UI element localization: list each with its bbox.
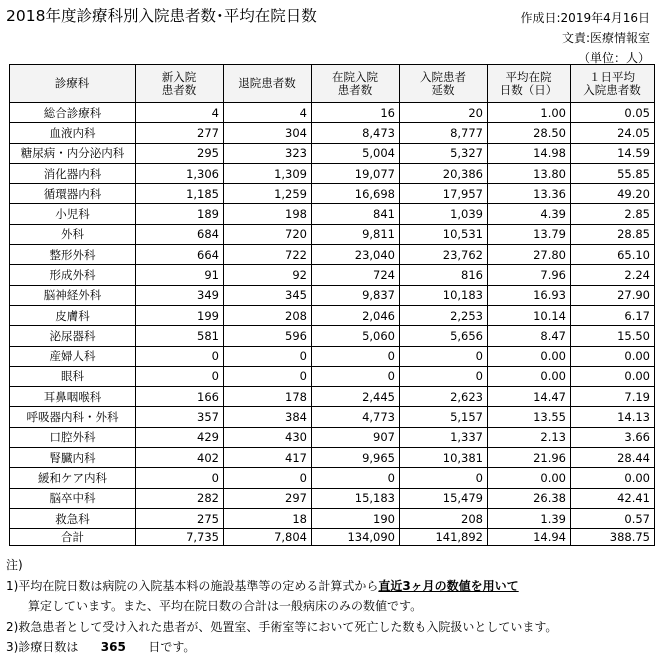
cell-avg-stay: 21.96 — [488, 448, 571, 468]
cell-inpatients: 19,077 — [312, 163, 400, 183]
cell-dept: 産婦人科 — [10, 346, 136, 366]
cell-dept: 救急科 — [10, 508, 136, 528]
cell-daily-avg: 3.66 — [571, 427, 655, 447]
table-row — [10, 387, 655, 407]
table-row — [10, 366, 655, 386]
cell-daily-avg: 2.85 — [571, 204, 655, 224]
cell-discharged: 297 — [224, 488, 312, 508]
cell-inpatients: 907 — [312, 427, 400, 447]
cell-dept: 口腔外科 — [10, 427, 136, 447]
cell-avg-stay: 4.39 — [488, 204, 571, 224]
cell-discharged: 384 — [224, 407, 312, 427]
cell-dept: 脳卒中科 — [10, 488, 136, 508]
note-2: 2)救急患者として受け入れた患者が、処置室、手術室等において死亡した数も入院扱いとしています。 — [6, 619, 558, 634]
cell-discharged: 178 — [224, 387, 312, 407]
cell-avg-stay: 0.00 — [488, 366, 571, 386]
cell-new: 349 — [136, 285, 224, 305]
table-row — [10, 204, 655, 224]
cell-dept: 形成外科 — [10, 265, 136, 285]
cell-total-days: 5,656 — [400, 326, 488, 346]
cell-daily-avg: 28.85 — [571, 224, 655, 244]
cell-avg-stay: 13.36 — [488, 184, 571, 204]
cell-new: 0 — [136, 468, 224, 488]
cell-discharged: 345 — [224, 285, 312, 305]
cell-dept: 腎臓内科 — [10, 448, 136, 468]
cell-discharged: 0 — [224, 366, 312, 386]
cell-discharged: 0 — [224, 346, 312, 366]
table-row — [10, 488, 655, 508]
notes-heading: 注) — [6, 558, 23, 572]
cell-total-days: 816 — [400, 265, 488, 285]
cell-total-days: 208 — [400, 508, 488, 528]
cell-daily-avg: 15.50 — [571, 326, 655, 346]
cell-inpatients: 841 — [312, 204, 400, 224]
cell-discharged: 198 — [224, 204, 312, 224]
cell-dept: 総合診療科 — [10, 103, 136, 123]
table-row — [10, 123, 655, 143]
cell-new: 166 — [136, 387, 224, 407]
cell-total-days: 10,183 — [400, 285, 488, 305]
cell-new: 402 — [136, 448, 224, 468]
note-3 — [6, 637, 557, 658]
cell-total-days: 5,327 — [400, 143, 488, 163]
header-row — [10, 65, 655, 103]
cell-daily-avg: 0.57 — [571, 508, 655, 528]
cell-total-days: 0 — [400, 366, 488, 386]
cell-new: 664 — [136, 245, 224, 265]
cell-avg-stay: 14.47 — [488, 387, 571, 407]
cell-avg-stay: 27.80 — [488, 245, 571, 265]
table-row — [10, 305, 655, 325]
total-dept: 合計 — [10, 529, 136, 546]
cell-daily-avg: 27.90 — [571, 285, 655, 305]
cell-inpatients: 9,965 — [312, 448, 400, 468]
total-total-days: 141,892 — [400, 529, 488, 546]
cell-dept: 緩和ケア内科 — [10, 468, 136, 488]
cell-daily-avg: 65.10 — [571, 245, 655, 265]
table-row — [10, 468, 655, 488]
table-row — [10, 224, 655, 244]
unit-label: （単位：人） — [577, 51, 650, 65]
cell-avg-stay: 0.00 — [488, 346, 571, 366]
col-header-inpatients: 在院入院 患者数 — [312, 65, 400, 103]
cell-dept: 眼科 — [10, 366, 136, 386]
cell-total-days: 0 — [400, 346, 488, 366]
cell-dept: 小児科 — [10, 204, 136, 224]
note-1-continued: 算定しています。また、平均在院日数の合計は一般病床のみの数値です。 — [28, 599, 423, 613]
table-row — [10, 103, 655, 123]
cell-inpatients: 724 — [312, 265, 400, 285]
cell-avg-stay: 13.80 — [488, 163, 571, 183]
cell-avg-stay: 7.96 — [488, 265, 571, 285]
cell-new: 684 — [136, 224, 224, 244]
table-row — [10, 143, 655, 163]
cell-total-days: 15,479 — [400, 488, 488, 508]
cell-daily-avg: 0.00 — [571, 346, 655, 366]
cell-discharged: 430 — [224, 427, 312, 447]
cell-avg-stay: 2.13 — [488, 427, 571, 447]
note-1 — [6, 576, 557, 597]
cell-total-days: 20 — [400, 103, 488, 123]
cell-new: 295 — [136, 143, 224, 163]
cell-inpatients: 2,046 — [312, 305, 400, 325]
cell-new: 0 — [136, 346, 224, 366]
cell-daily-avg: 55.85 — [571, 163, 655, 183]
cell-total-days: 23,762 — [400, 245, 488, 265]
cell-inpatients: 9,811 — [312, 224, 400, 244]
table-row — [10, 326, 655, 346]
col-header-dept: 診療科 — [10, 65, 136, 103]
table-row — [10, 407, 655, 427]
col-header-new: 新入院 患者数 — [136, 65, 224, 103]
cell-daily-avg: 42.41 — [571, 488, 655, 508]
col-header-avg-stay: 平均在院 日数（日） — [488, 65, 571, 103]
cell-dept: 呼吸器内科・外科 — [10, 407, 136, 427]
col-header-discharged: 退院患者数 — [224, 65, 312, 103]
cell-inpatients: 23,040 — [312, 245, 400, 265]
cell-new: 199 — [136, 305, 224, 325]
cell-discharged: 720 — [224, 224, 312, 244]
cell-dept: 脳神経外科 — [10, 285, 136, 305]
cell-inpatients: 0 — [312, 346, 400, 366]
table-row — [10, 448, 655, 468]
cell-total-days: 20,386 — [400, 163, 488, 183]
cell-daily-avg: 24.05 — [571, 123, 655, 143]
cell-new: 0 — [136, 366, 224, 386]
cell-daily-avg: 14.59 — [571, 143, 655, 163]
created-date: 作成日:2019年4月16日 — [520, 11, 650, 25]
cell-avg-stay: 10.14 — [488, 305, 571, 325]
cell-discharged: 323 — [224, 143, 312, 163]
cell-total-days: 10,531 — [400, 224, 488, 244]
table-row — [10, 427, 655, 447]
cell-inpatients: 16,698 — [312, 184, 400, 204]
col-header-daily-avg: １日平均 入院患者数 — [571, 65, 655, 103]
cell-inpatients: 5,060 — [312, 326, 400, 346]
cell-avg-stay: 26.38 — [488, 488, 571, 508]
total-avg-stay: 14.94 — [488, 529, 571, 546]
cell-total-days: 5,157 — [400, 407, 488, 427]
cell-avg-stay: 0.00 — [488, 468, 571, 488]
note-3-label: 3)診療日数は — [6, 640, 79, 654]
cell-discharged: 18 — [224, 508, 312, 528]
table-row — [10, 285, 655, 305]
cell-avg-stay: 8.47 — [488, 326, 571, 346]
cell-dept: 外科 — [10, 224, 136, 244]
cell-inpatients: 190 — [312, 508, 400, 528]
cell-dept: 循環器内科 — [10, 184, 136, 204]
table-row — [10, 508, 655, 528]
col-header-total-days: 入院患者 延数 — [400, 65, 488, 103]
cell-total-days: 10,381 — [400, 448, 488, 468]
cell-avg-stay: 16.93 — [488, 285, 571, 305]
cell-inpatients: 8,473 — [312, 123, 400, 143]
cell-discharged: 4 — [224, 103, 312, 123]
cell-avg-stay: 28.50 — [488, 123, 571, 143]
cell-daily-avg: 2.24 — [571, 265, 655, 285]
cell-discharged: 1,309 — [224, 163, 312, 183]
cell-avg-stay: 14.98 — [488, 143, 571, 163]
cell-daily-avg: 14.13 — [571, 407, 655, 427]
cell-new: 277 — [136, 123, 224, 143]
cell-total-days: 17,957 — [400, 184, 488, 204]
total-new: 7,735 — [136, 529, 224, 546]
cell-avg-stay: 1.00 — [488, 103, 571, 123]
cell-dept: 整形外科 — [10, 245, 136, 265]
cell-inpatients: 16 — [312, 103, 400, 123]
cell-inpatients: 4,773 — [312, 407, 400, 427]
cell-new: 429 — [136, 427, 224, 447]
table-row — [10, 265, 655, 285]
note-3-unit: 日です。 — [148, 640, 196, 654]
cell-dept: 消化器内科 — [10, 163, 136, 183]
total-inpatients: 134,090 — [312, 529, 400, 546]
cell-daily-avg: 0.00 — [571, 366, 655, 386]
total-row — [10, 529, 655, 546]
cell-new: 275 — [136, 508, 224, 528]
cell-discharged: 0 — [224, 468, 312, 488]
cell-dept: 泌尿器科 — [10, 326, 136, 346]
total-daily-avg: 388.75 — [571, 529, 655, 546]
cell-discharged: 208 — [224, 305, 312, 325]
cell-dept: 糖尿病・内分泌内科 — [10, 143, 136, 163]
cell-dept: 血液内科 — [10, 123, 136, 143]
table-row — [10, 184, 655, 204]
table-row — [10, 346, 655, 366]
cell-new: 282 — [136, 488, 224, 508]
cell-inpatients: 15,183 — [312, 488, 400, 508]
note-1-emphasis: 直近3ヶ月の数値を用いて — [378, 578, 519, 593]
cell-discharged: 92 — [224, 265, 312, 285]
notes — [6, 555, 557, 658]
cell-daily-avg: 7.19 — [571, 387, 655, 407]
author: 文責:医療情報室 — [561, 31, 650, 45]
note-1-text: 1)平均在院日数は病院の入院基本料の施設基準等の定める計算式から — [6, 578, 379, 593]
cell-daily-avg: 28.44 — [571, 448, 655, 468]
cell-new: 357 — [136, 407, 224, 427]
cell-total-days: 2,253 — [400, 305, 488, 325]
cell-discharged: 304 — [224, 123, 312, 143]
cell-total-days: 8,777 — [400, 123, 488, 143]
cell-dept: 皮膚科 — [10, 305, 136, 325]
table-row — [10, 245, 655, 265]
cell-dept: 耳鼻咽喉科 — [10, 387, 136, 407]
cell-total-days: 1,039 — [400, 204, 488, 224]
cell-inpatients: 2,445 — [312, 387, 400, 407]
table-row — [10, 163, 655, 183]
total-discharged: 7,804 — [224, 529, 312, 546]
cell-new: 4 — [136, 103, 224, 123]
cell-discharged: 722 — [224, 245, 312, 265]
cell-avg-stay: 13.55 — [488, 407, 571, 427]
cell-avg-stay: 1.39 — [488, 508, 571, 528]
page-title: 2018年度診療科別入院患者数･平均在院日数 — [6, 7, 317, 25]
clinic-days-value: 365 — [100, 640, 126, 654]
cell-daily-avg: 0.00 — [571, 468, 655, 488]
cell-new: 1,306 — [136, 163, 224, 183]
cell-daily-avg: 6.17 — [571, 305, 655, 325]
cell-discharged: 1,259 — [224, 184, 312, 204]
cell-daily-avg: 49.20 — [571, 184, 655, 204]
cell-total-days: 0 — [400, 468, 488, 488]
cell-discharged: 596 — [224, 326, 312, 346]
cell-inpatients: 9,837 — [312, 285, 400, 305]
cell-daily-avg: 0.05 — [571, 103, 655, 123]
cell-new: 91 — [136, 265, 224, 285]
cell-new: 1,185 — [136, 184, 224, 204]
cell-avg-stay: 13.79 — [488, 224, 571, 244]
cell-new: 581 — [136, 326, 224, 346]
cell-total-days: 2,623 — [400, 387, 488, 407]
cell-discharged: 417 — [224, 448, 312, 468]
cell-total-days: 1,337 — [400, 427, 488, 447]
cell-inpatients: 0 — [312, 366, 400, 386]
inpatient-table — [9, 64, 655, 546]
cell-inpatients: 5,004 — [312, 143, 400, 163]
cell-new: 189 — [136, 204, 224, 224]
cell-inpatients: 0 — [312, 468, 400, 488]
